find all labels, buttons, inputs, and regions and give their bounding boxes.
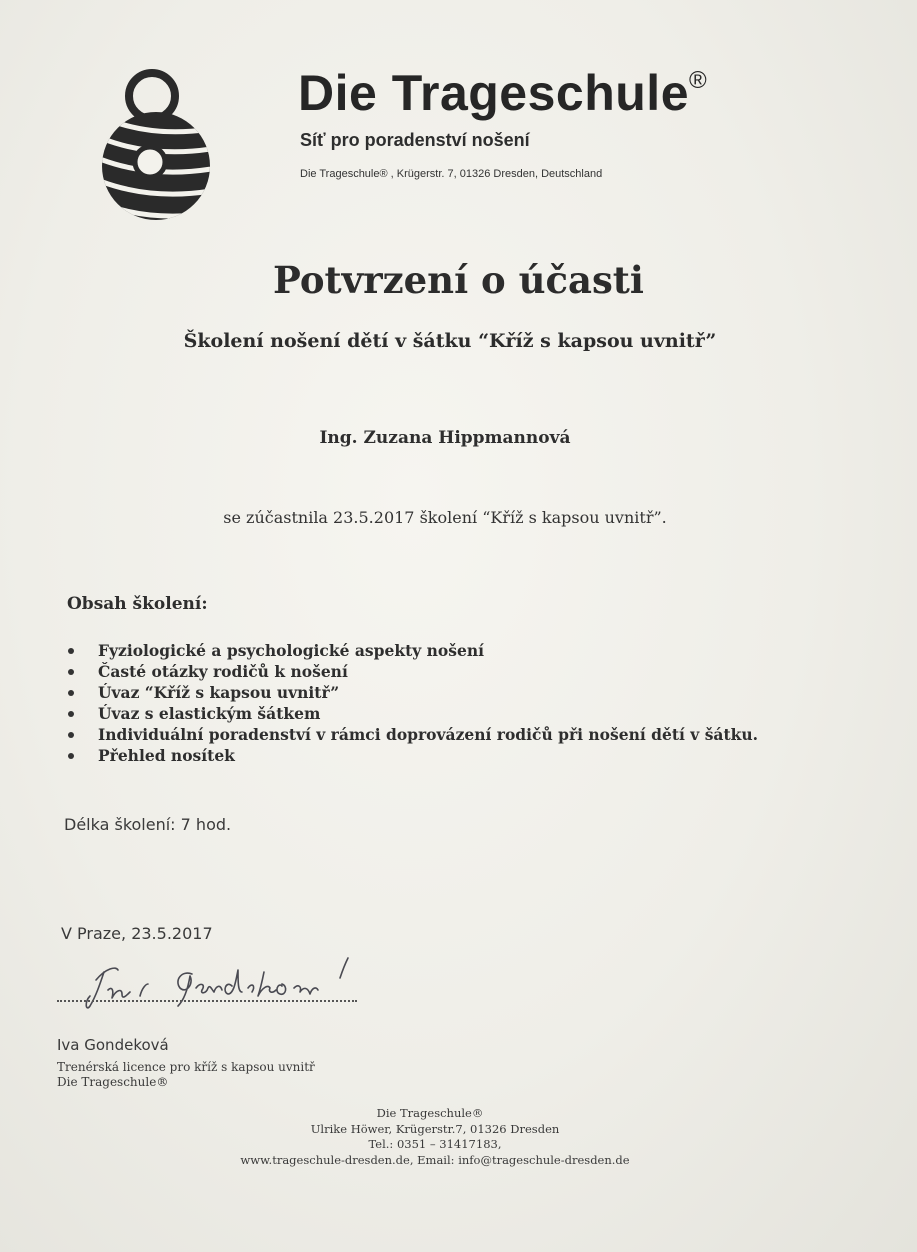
content-heading: Obsah školení: bbox=[67, 594, 208, 614]
registered-mark: ® bbox=[689, 67, 708, 94]
participant-name: Ing. Zuzana Hippmannová bbox=[319, 428, 571, 448]
list-item: Přehled nosítek bbox=[62, 745, 832, 766]
signer-name: Iva Gondeková bbox=[57, 1036, 169, 1054]
footer-org: Die Trageschule® bbox=[376, 1106, 484, 1120]
brand-address: Die Trageschule® , Krügerstr. 7, 01326 Dresden, Deutschland bbox=[300, 168, 603, 180]
list-item: Úvaz s elastickým šátkem bbox=[62, 703, 832, 724]
list-item: Časté otázky rodičů k nošení bbox=[62, 661, 832, 682]
training-duration: Délka školení: 7 hod. bbox=[64, 815, 232, 834]
content-list bbox=[62, 640, 832, 766]
brand-title: Die Trageschule® bbox=[298, 65, 708, 121]
mother-baby-sling-logo-icon bbox=[86, 66, 228, 222]
list-item: Individuální poradenství v rámci doprovázení rodičů při nošení dětí v šátku. bbox=[62, 724, 832, 745]
handwritten-signature bbox=[56, 940, 376, 1020]
document-title: Potvrzení o účasti bbox=[273, 258, 644, 302]
footer-phone: Tel.: 0351 – 31417183, bbox=[368, 1137, 502, 1151]
signer-organization: Die Trageschule® bbox=[57, 1075, 169, 1089]
bullet-icon bbox=[68, 753, 74, 759]
bullet-icon bbox=[68, 690, 74, 696]
bullet-icon bbox=[68, 669, 74, 675]
brand-subtitle: Síť pro poradenství nošení bbox=[300, 130, 530, 150]
footer-address: Ulrike Höwer, Krügerstr.7, 01326 Dresden bbox=[310, 1122, 560, 1136]
bullet-icon bbox=[68, 711, 74, 717]
participation-statement: se zúčastnila 23.5.2017 školení “Kříž s kapsou uvnitř”. bbox=[223, 508, 667, 527]
bullet-icon bbox=[68, 732, 74, 738]
place-date: V Praze, 23.5.2017 bbox=[61, 924, 213, 943]
document-subtitle: Školení nošení dětí v šátku “Kříž s kapsou uvnitř” bbox=[183, 330, 717, 352]
signer-license: Trenérská licence pro kříž s kapsou uvnitř bbox=[57, 1060, 315, 1074]
list-item: Úvaz “Kříž s kapsou uvnitř” bbox=[62, 682, 832, 703]
signature-line bbox=[57, 1000, 357, 1002]
bullet-icon bbox=[68, 648, 74, 654]
footer-contact: www.trageschule-dresden.de, Email: info@trageschule-dresden.de bbox=[240, 1153, 630, 1167]
list-item: Fyziologické a psychologické aspekty nošení bbox=[62, 640, 832, 661]
